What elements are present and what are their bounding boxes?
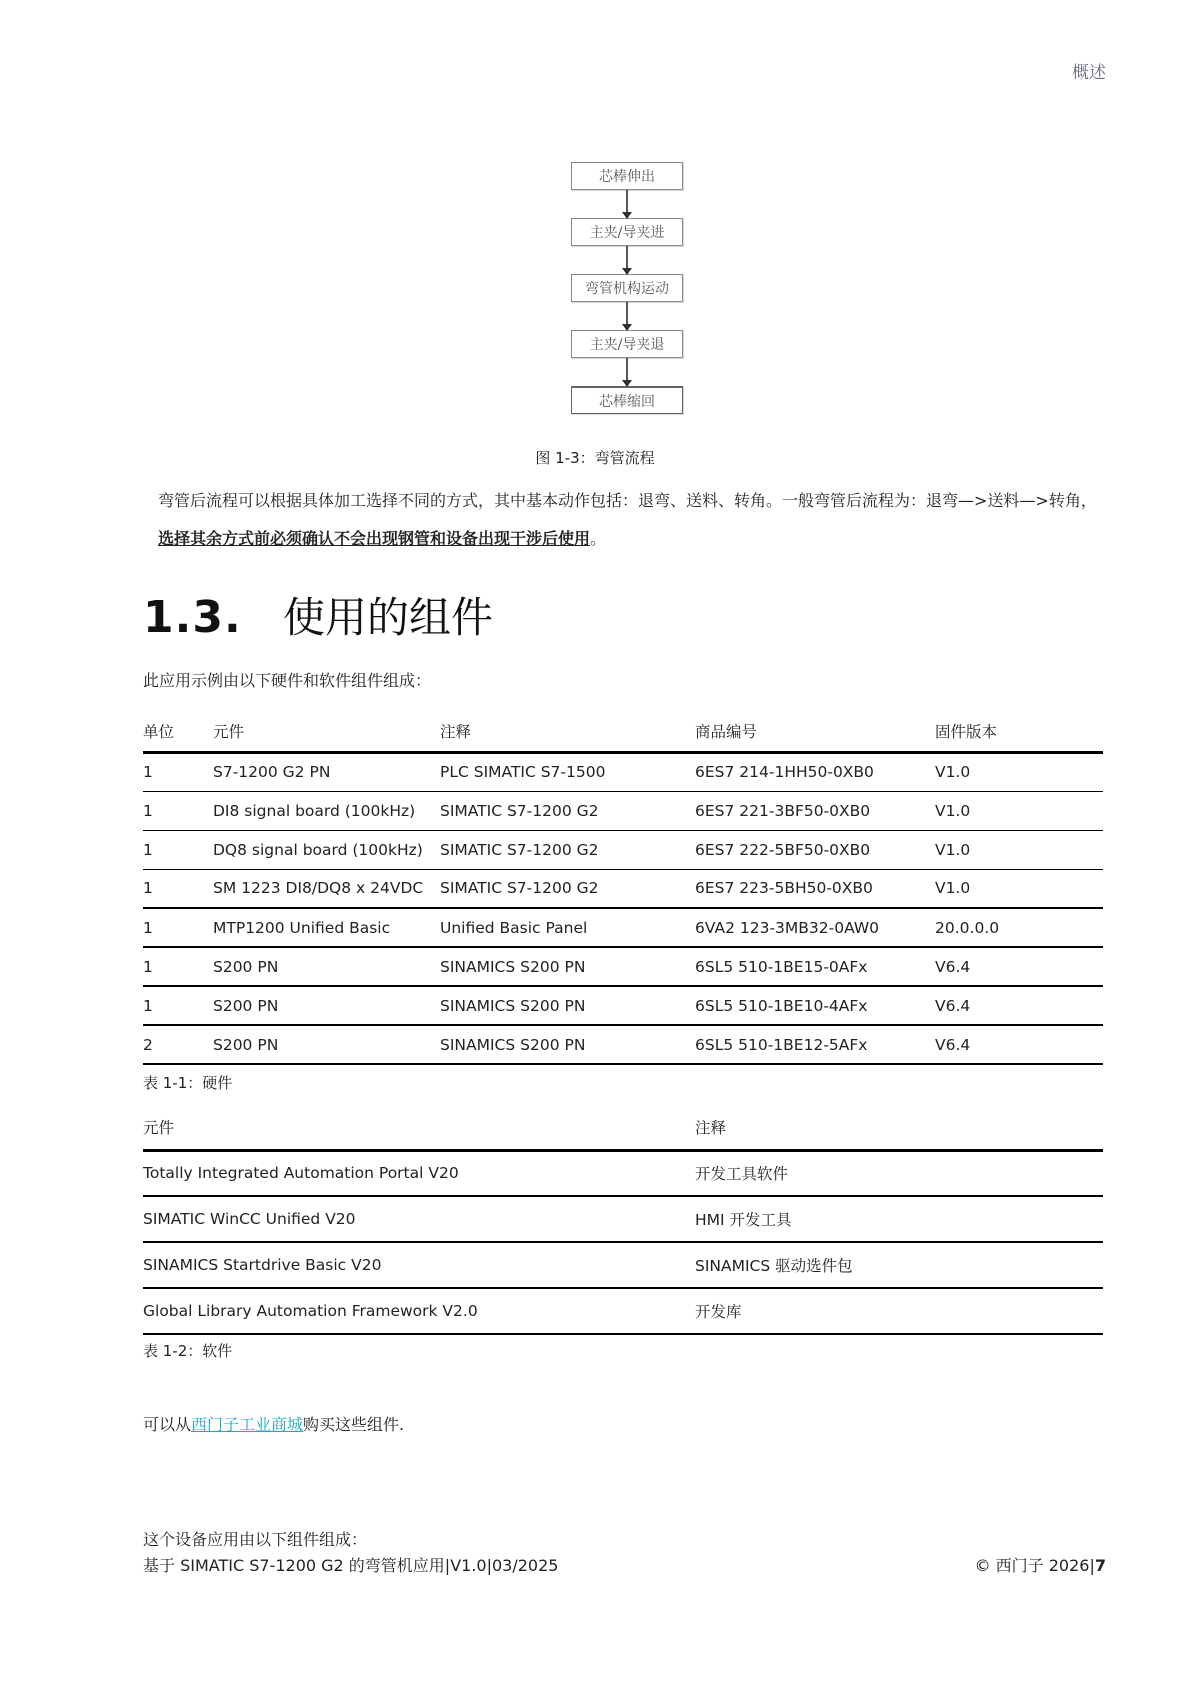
table-cell: V6.4 bbox=[935, 996, 971, 1015]
table-cell: V1.0 bbox=[935, 801, 971, 820]
table-cell: 6ES7 214-1HH50-0XB0 bbox=[695, 763, 874, 781]
process-paragraph bbox=[158, 482, 1103, 558]
table-cell: 开发工具软件 bbox=[695, 1165, 789, 1184]
table-header-row bbox=[143, 1106, 1103, 1150]
purchase-suffix: 购买这些组件. bbox=[303, 1415, 405, 1434]
table-cell: 6SL5 510-1BE15-0AFx bbox=[695, 957, 868, 976]
table-cell: V6.4 bbox=[935, 957, 971, 976]
table-row bbox=[143, 986, 1103, 1025]
table-cell: V1.0 bbox=[935, 840, 971, 859]
hardware-table bbox=[143, 712, 1103, 1065]
table-cell: 1 bbox=[143, 957, 153, 976]
column-header: 注释 bbox=[440, 723, 472, 742]
table-cell: 1 bbox=[143, 996, 153, 1015]
flow-step: 主夹/导夹进 bbox=[571, 218, 683, 246]
arrow-down-icon bbox=[626, 302, 628, 330]
table-row bbox=[143, 830, 1103, 869]
flow-step: 芯棒伸出 bbox=[571, 162, 683, 190]
table-cell: 6SL5 510-1BE10-4AFx bbox=[695, 996, 868, 1015]
table-row bbox=[143, 1288, 1103, 1334]
table-cell: 6VA2 123-3MB32-0AW0 bbox=[695, 918, 880, 937]
table-cell: 1 bbox=[143, 763, 153, 781]
table-cell: SINAMICS Startdrive Basic V20 bbox=[143, 1256, 382, 1274]
running-header: 概述 bbox=[1072, 63, 1106, 83]
column-header: 商品编号 bbox=[695, 723, 758, 742]
table-cell: DQ8 signal board (100kHz) bbox=[213, 840, 423, 859]
arrow-down-icon bbox=[626, 246, 628, 274]
table-cell: 1 bbox=[143, 801, 153, 820]
paragraph-end: 。 bbox=[590, 529, 607, 548]
table-cell: SM 1223 DI8/DQ8 x 24VDC bbox=[213, 879, 424, 898]
siemens-mall-link[interactable]: 西门子工业商城 bbox=[191, 1415, 304, 1434]
section-heading bbox=[143, 585, 493, 645]
table-header-row bbox=[143, 712, 1103, 752]
table-cell: Unified Basic Panel bbox=[440, 918, 588, 937]
section-intro: 此应用示例由以下硬件和软件组件组成： bbox=[143, 671, 432, 690]
table-caption: 表 1-1：硬件 bbox=[143, 1074, 233, 1092]
table-cell: V6.4 bbox=[935, 1035, 971, 1054]
column-header: 固件版本 bbox=[935, 723, 998, 742]
table-cell: 6ES7 222-5BF50-0XB0 bbox=[695, 840, 871, 859]
table-cell: Global Library Automation Framework V2.0 bbox=[143, 1302, 478, 1320]
table-cell: V1.0 bbox=[935, 879, 971, 898]
figure-caption: 图 1-3：弯管流程 bbox=[535, 449, 655, 467]
table-cell: 6ES7 221-3BF50-0XB0 bbox=[695, 801, 871, 820]
section-title: 使用的组件 bbox=[283, 593, 494, 642]
table-cell: SINAMICS S200 PN bbox=[440, 1035, 586, 1054]
column-header: 元件 bbox=[143, 1119, 175, 1138]
table-cell: 1 bbox=[143, 918, 153, 937]
table-caption: 表 1-2：软件 bbox=[143, 1342, 233, 1360]
software-table bbox=[143, 1106, 1103, 1335]
table-cell: 1 bbox=[143, 840, 153, 859]
flow-step: 弯管机构运动 bbox=[571, 274, 683, 302]
table-cell: SIMATIC S7-1200 G2 bbox=[440, 801, 599, 820]
arrow-down-icon bbox=[626, 358, 628, 386]
table-cell: SIMATIC S7-1200 G2 bbox=[440, 840, 599, 859]
table-cell: S7-1200 G2 PN bbox=[213, 763, 331, 781]
table-cell: 开发库 bbox=[695, 1303, 742, 1321]
table-cell: MTP1200 Unified Basic bbox=[213, 918, 391, 937]
table-cell: 6ES7 223-5BH50-0XB0 bbox=[695, 879, 873, 898]
table-cell: PLC SIMATIC S7-1500 bbox=[440, 763, 606, 781]
table-cell: 20.0.0.0 bbox=[935, 918, 1000, 937]
bending-flowchart bbox=[565, 162, 689, 414]
column-header: 元件 bbox=[213, 723, 245, 742]
copyright-text: © 西门子 2026| bbox=[974, 1556, 1095, 1575]
section-number: 1.3. bbox=[143, 592, 242, 643]
table-row bbox=[143, 1025, 1103, 1064]
table-cell: 6SL5 510-1BE12-5AFx bbox=[695, 1035, 868, 1054]
footer-document-title: 基于 SIMATIC S7-1200 G2 的弯管机应用|V1.0|03/2025 bbox=[143, 1556, 559, 1575]
table-cell: S200 PN bbox=[213, 957, 279, 976]
components-line: 这个设备应用由以下组件组成： bbox=[143, 1530, 368, 1549]
table-cell: V1.0 bbox=[935, 763, 971, 781]
table-cell: SIMATIC S7-1200 G2 bbox=[440, 879, 599, 898]
table-row bbox=[143, 791, 1103, 830]
table-cell: Totally Integrated Automation Portal V20 bbox=[143, 1164, 459, 1183]
table-row bbox=[143, 1196, 1103, 1242]
column-header: 单位 bbox=[143, 723, 175, 742]
table-cell: SINAMICS S200 PN bbox=[440, 996, 586, 1015]
table-row bbox=[143, 947, 1103, 986]
table-cell: SINAMICS S200 PN bbox=[440, 957, 586, 976]
purchase-note bbox=[143, 1412, 404, 1435]
table-row bbox=[143, 908, 1103, 947]
flow-step: 芯棒缩回 bbox=[571, 386, 683, 414]
page-number: 7 bbox=[1094, 1556, 1106, 1575]
table-row bbox=[143, 1242, 1103, 1288]
paragraph-emphasis: 选择其余方式前必须确认不会出现钢管和设备出现干涉后使用 bbox=[158, 529, 591, 548]
table-cell: SINAMICS 驱动选件包 bbox=[695, 1257, 853, 1275]
paragraph-text: 弯管后流程可以根据具体加工选择不同的方式，其中基本动作包括：退弯、送料、转角。一般弯管后流程为：退弯—>送料—>转角， bbox=[158, 491, 1097, 510]
footer-copyright bbox=[900, 1553, 1106, 1576]
table-cell: 1 bbox=[143, 879, 153, 898]
table-cell: S200 PN bbox=[213, 996, 279, 1015]
table-cell: S200 PN bbox=[213, 1035, 279, 1054]
flow-step: 主夹/导夹退 bbox=[571, 330, 683, 358]
table-cell: 2 bbox=[143, 1035, 153, 1054]
table-row bbox=[143, 1150, 1103, 1196]
table-row bbox=[143, 752, 1103, 791]
table-row bbox=[143, 869, 1103, 908]
column-header: 注释 bbox=[695, 1119, 727, 1138]
table-cell: HMI 开发工具 bbox=[695, 1211, 792, 1229]
table-cell: DI8 signal board (100kHz) bbox=[213, 801, 416, 820]
arrow-down-icon bbox=[626, 190, 628, 218]
purchase-prefix: 可以从 bbox=[143, 1415, 192, 1434]
table-cell: SIMATIC WinCC Unified V20 bbox=[143, 1210, 356, 1228]
